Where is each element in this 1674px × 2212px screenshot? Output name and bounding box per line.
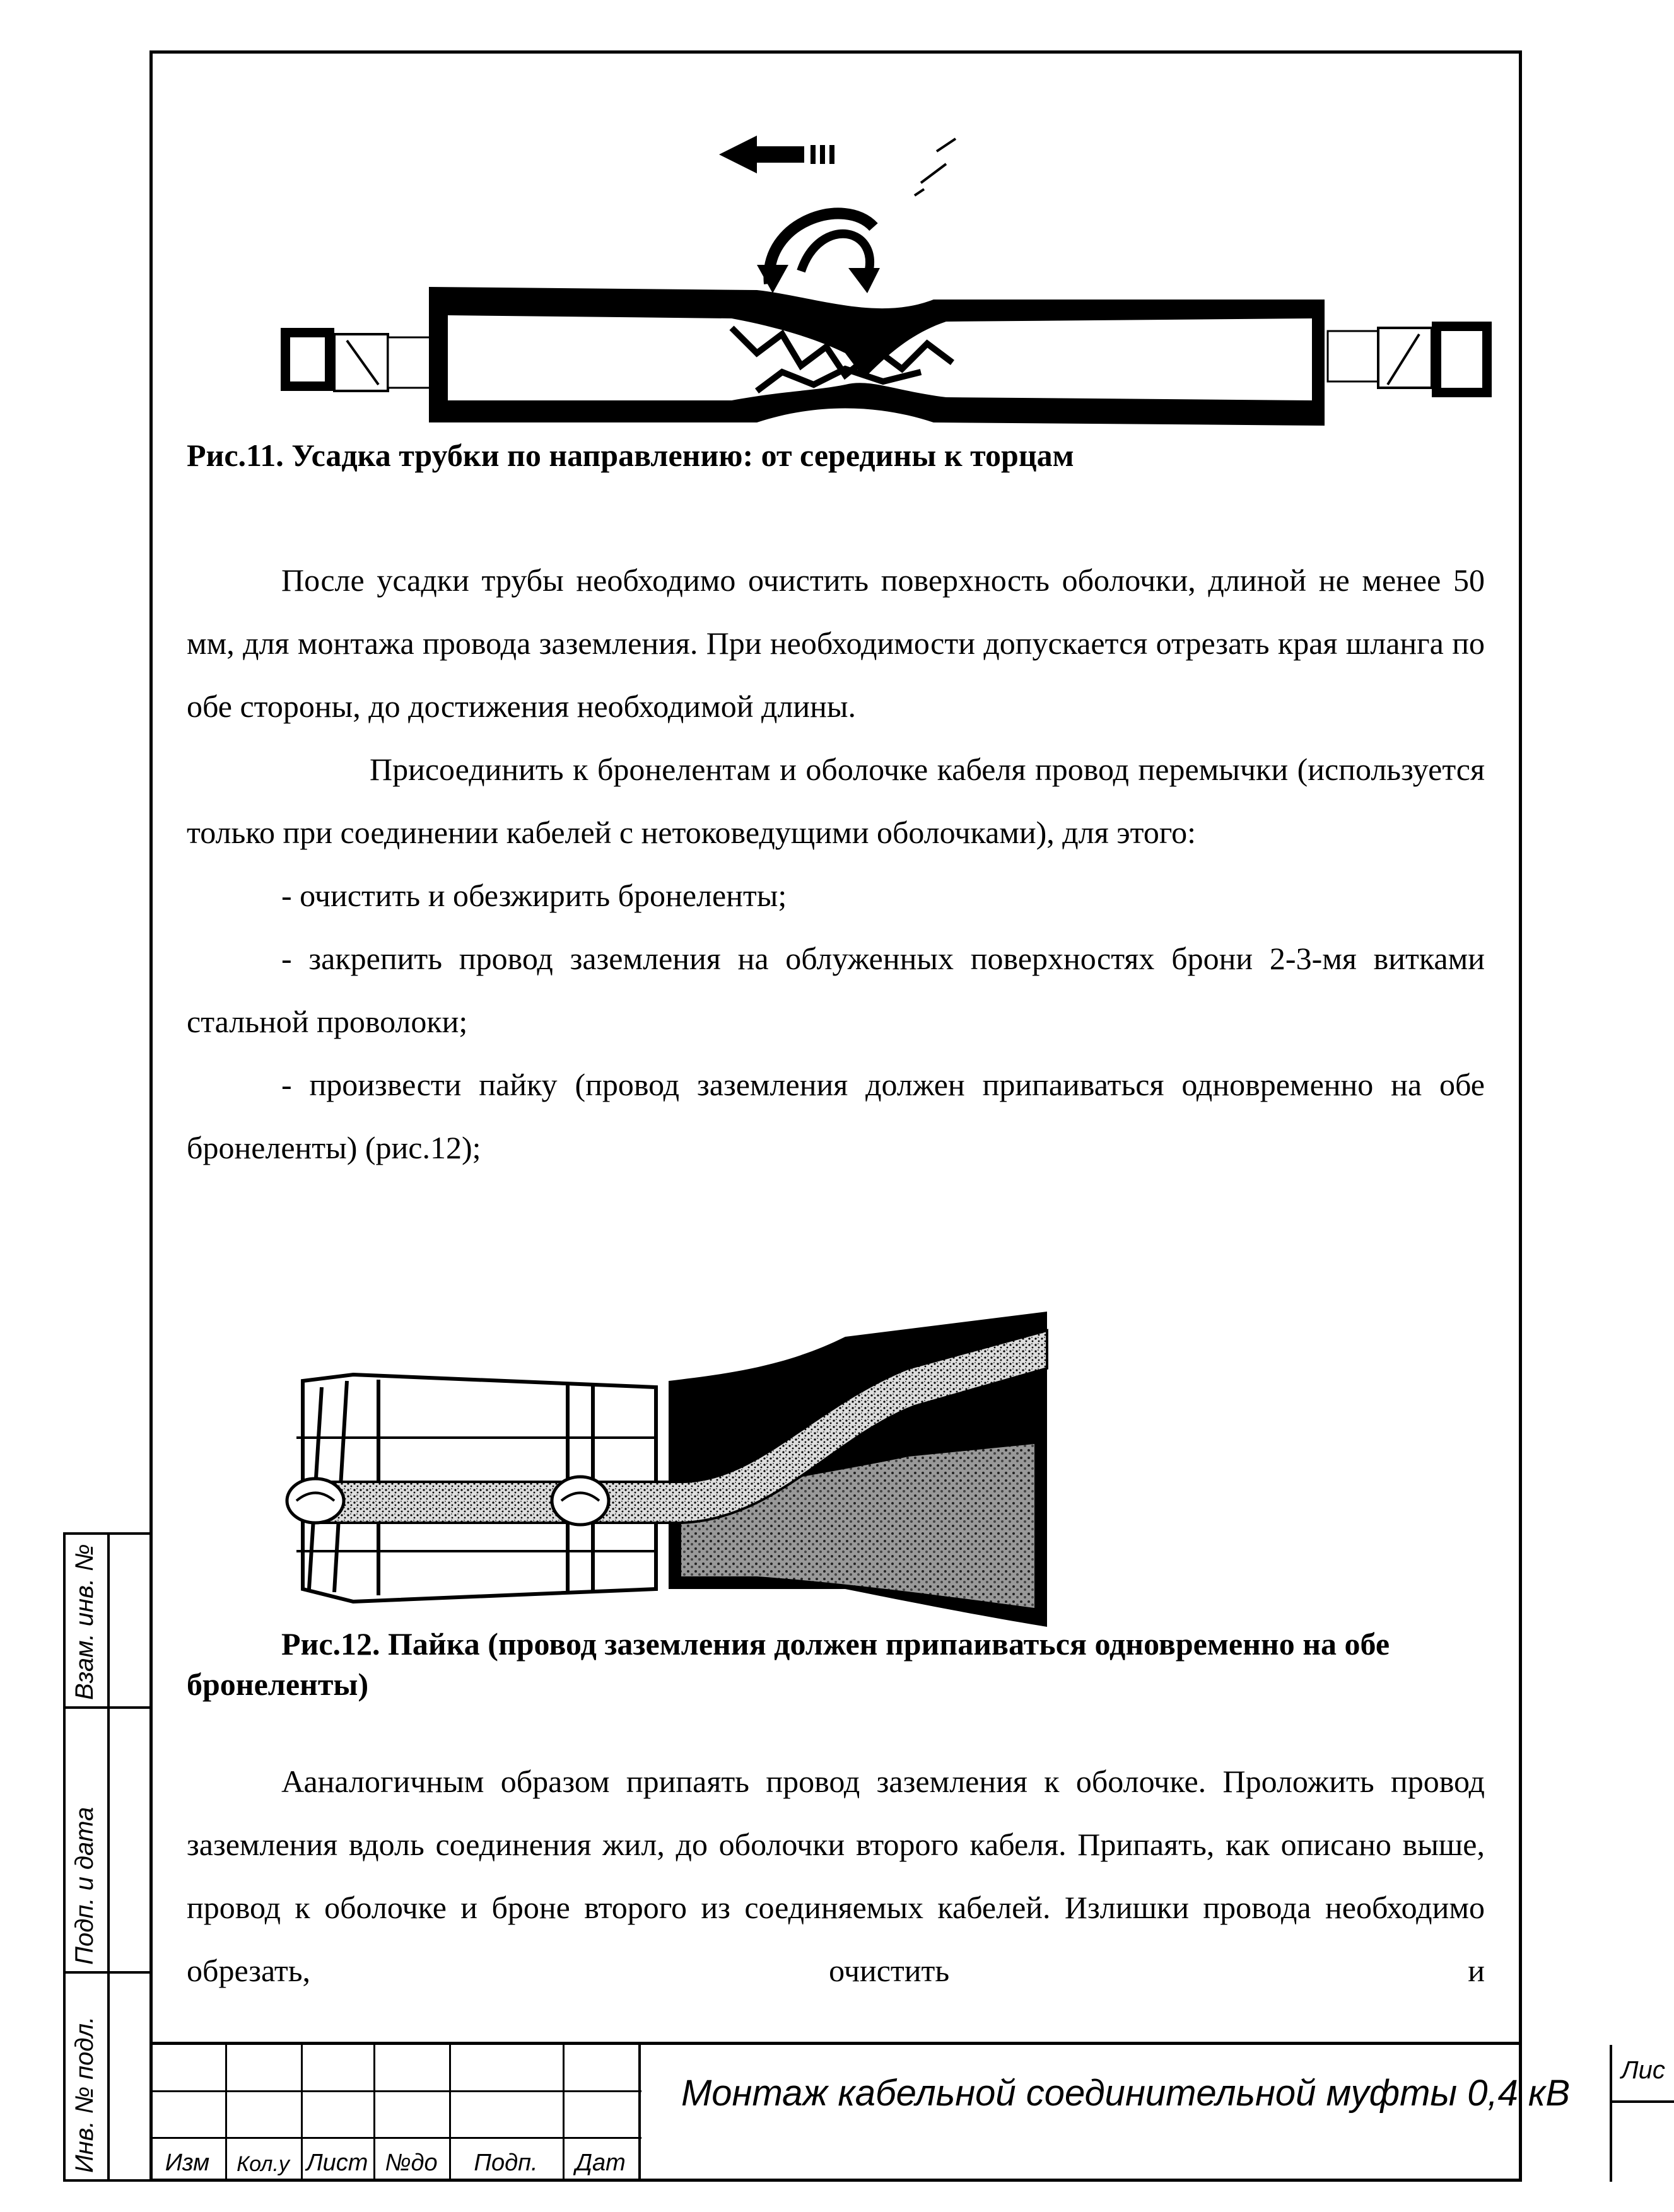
title-block xyxy=(149,2042,1665,2182)
arrow-left-icon xyxy=(719,136,834,173)
col-label-date: Дат xyxy=(575,2150,626,2176)
side-cell-signature xyxy=(63,1709,149,1974)
document-title: Монтаж кабельной соединительной муфты 0,4 кВ xyxy=(681,2073,1571,2114)
side-label: Взам. инв. № xyxy=(71,1544,98,1700)
step-item: - закрепить провод заземления на облуженных поверхностях брони 2-3-мя витками стальной проволоки; xyxy=(187,941,1485,1039)
sheet-label: Лис xyxy=(1621,2056,1665,2084)
paragraph-3-text: Ааналогичным образом припаять провод заземления к оболочке. Проложить провод заземления вдоль соединения жил, до оболочки второго кабеля. Припаять, как описано выше, провод к оболочке и броне второго из соединяемых кабелей. Излишки провода необходимо обрезать, очистить и xyxy=(187,1764,1485,1988)
col-label-doc: №до xyxy=(385,2150,438,2176)
side-cell-replacement xyxy=(63,1532,149,1709)
col-label-signature: Подп. xyxy=(474,2150,538,2176)
col-label-change: Изм xyxy=(165,2150,210,2176)
sheet-box xyxy=(1610,2045,1671,2182)
step-item: - произвести пайку (провод заземления должен припаиваться одновременно на обе бронеленты) (рис.12); xyxy=(187,1067,1485,1165)
col-label-sheet: Лист xyxy=(306,2150,368,2176)
figure-11-illustration xyxy=(278,126,1526,435)
side-label: Инв. № подл. xyxy=(71,2016,98,2173)
side-label: Подп. и дата xyxy=(71,1807,98,1965)
body-text-block xyxy=(187,549,1485,1179)
figure-11-caption: Рис.11. Усадка трубки по направлению: от середины к торцам xyxy=(187,438,1074,473)
figure-12-illustration xyxy=(278,1312,1060,1627)
revision-grid xyxy=(149,2045,641,2182)
paragraph-3 xyxy=(187,1750,1485,2002)
paragraph-1: После усадки трубы необходимо очистить поверхность оболочки, длиной не менее 50 мм, для монтажа провода заземления. При необходимости допускается отрезать края шланга по обе стороны, до достижения необходимой длины. xyxy=(187,562,1485,724)
col-label-count: Кол.у xyxy=(237,2152,290,2176)
paragraph-2: Присоединить к бронелентам и оболочке кабеля провод перемычки (используется только при соединении кабелей с нетоковедущими оболочками), для этого: xyxy=(187,752,1485,850)
side-cell-inventory xyxy=(63,1974,149,2182)
step-item: - очистить и обезжирить бронеленты; xyxy=(281,878,787,913)
figure-12-caption: Рис.12. Пайка (провод заземления должен припаиваться одновременно на обе бронеленты) xyxy=(187,1626,1390,1702)
